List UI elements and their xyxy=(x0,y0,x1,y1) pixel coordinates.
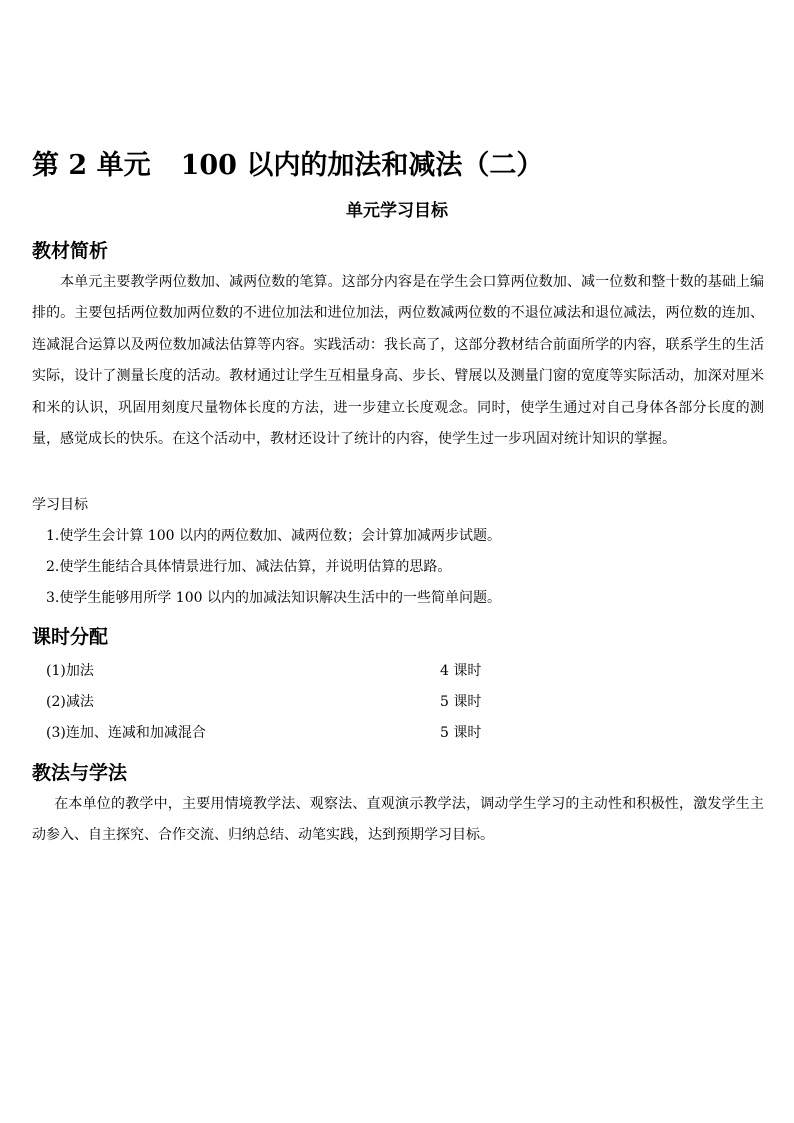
learning-goal-item: 2.使学生能结合具体情景进行加、减法估算，并说明估算的思路。 xyxy=(46,559,452,575)
textbook-analysis-text: 本单元主要教学两位数加、减两位数的笔算。这部分内容是在学生会口算两位数加、减一位数和整十数的基础上编排的。主要包括两位数加两位数的不进位加法和进位加法，两位数减两位数的不退位减法和退位减法，两位数的连加、连减混合运算以及两位数加减法估算等内容。实践活动：我长高了，这部分教材结合前面所学的内容，联系学生的生活实际，设计了测量长度的活动。教材通过让学生互相量身高、步长、臂展以及测量门窗的宽度等实际活动，加深对厘米和米的认识，巩固用刻度尺量物体长度的方法，进一步建立长度观念。同时，使学生通过对自己身体各部分长度的测量，感觉成长的快乐。在这个活动中，教材还设计了统计的内容，使学生过一步巩固对统计知识的掌握。 xyxy=(32,274,764,448)
lesson-name: (1)加法 xyxy=(46,663,94,679)
methods-paragraph xyxy=(32,789,764,852)
page-title xyxy=(32,143,543,182)
lesson-hours: 5 课时 xyxy=(440,694,482,710)
unit-number: 第 2 单元 xyxy=(32,150,151,181)
learning-goal-item: 1.使学生会计算 100 以内的两位数加、减两位数；会计算加减两步试题。 xyxy=(46,528,501,544)
methods-text: 在本单位的教学中，主要用情境教学法、观察法、直观演示教学法，调动学生学习的主动性和积极性，激发学生主动参入、自主探究、合作交流、归纳总结、动笔实践，达到预期学习目标。 xyxy=(32,796,764,844)
lesson-name: (3)连加、连减和加减混合 xyxy=(46,725,206,741)
section-heading-methods: 教法与学法 xyxy=(32,762,128,784)
lesson-name: (2)减法 xyxy=(46,694,94,710)
section-heading-textbook-analysis: 教材简析 xyxy=(32,240,109,262)
learning-goal-item: 3.使学生能够用所学 100 以内的加减法知识解决生活中的一些简单问题。 xyxy=(46,590,501,606)
section-heading-lesson-allocation: 课时分配 xyxy=(32,626,109,648)
learning-goals-label: 学习目标 xyxy=(32,497,88,513)
textbook-analysis-paragraph xyxy=(32,267,764,455)
lesson-hours: 5 课时 xyxy=(440,725,482,741)
page-subtitle: 单元学习目标 xyxy=(346,201,448,221)
unit-title: 100 以内的加法和减法（二） xyxy=(180,150,544,181)
lesson-hours: 4 课时 xyxy=(440,663,482,679)
